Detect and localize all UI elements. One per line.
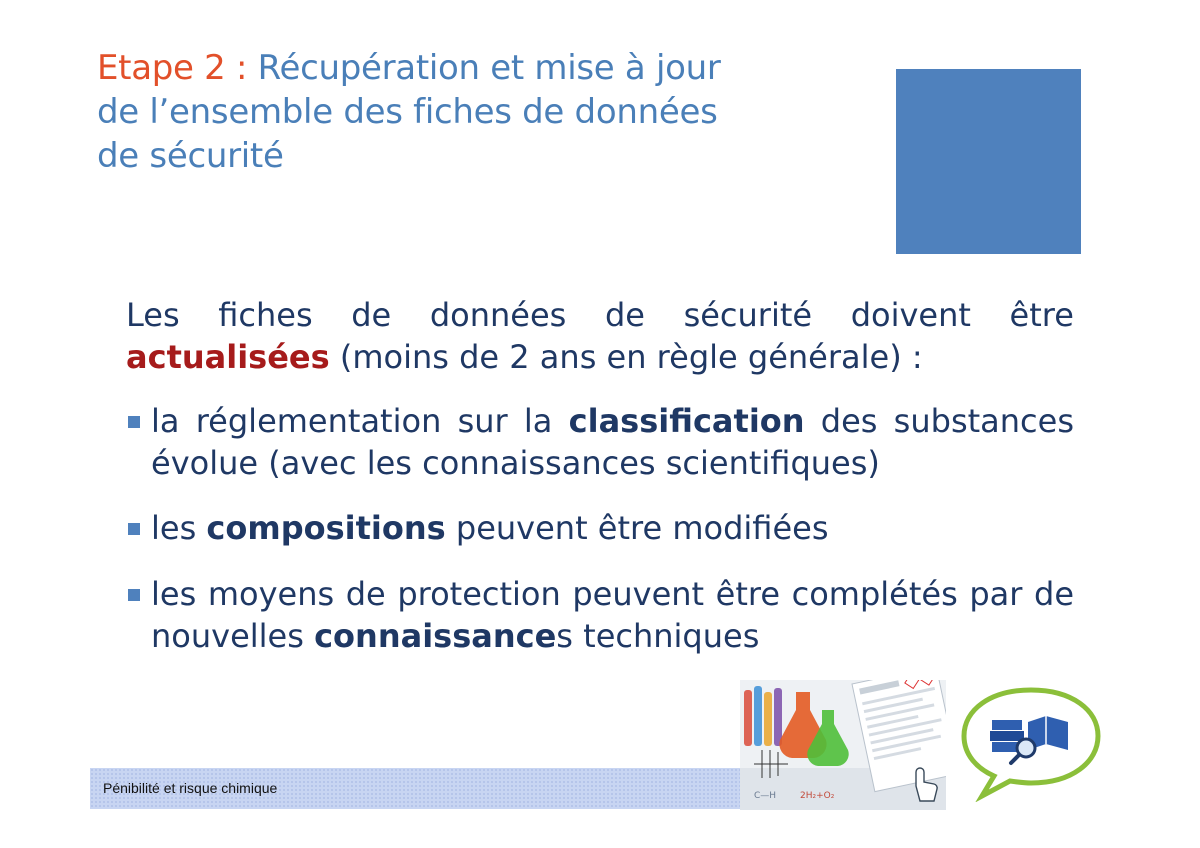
square-bullet-icon	[128, 523, 140, 535]
slide-title	[97, 46, 797, 178]
bullet-text-before: les moyens de protection peuvent être complétés par de nouvelles	[151, 575, 1074, 655]
bullet-keyword: classification	[568, 402, 805, 440]
books-magnifier-speech-bubble-image	[956, 684, 1106, 802]
intro-word: être	[1009, 296, 1074, 334]
svg-text:C—H: C—H	[754, 791, 777, 801]
intro-word: de	[604, 296, 645, 334]
laboratory-flasks-and-safety-sheet-image	[740, 680, 946, 810]
intro-keyword: actualisées	[126, 338, 330, 376]
bullet-text	[151, 573, 1074, 657]
bullet-text	[151, 507, 1074, 549]
square-bullet-icon	[128, 589, 140, 601]
intro-line-2	[126, 336, 1074, 378]
svg-text:2H₂+O₂: 2H₂+O₂	[800, 791, 835, 801]
bullet-text	[151, 400, 1074, 484]
bullet-text-before: la réglementation sur la	[151, 402, 569, 440]
title-line-3: de sécurité	[97, 136, 284, 176]
intro-line-1	[126, 294, 1074, 336]
intro-word: de	[351, 296, 392, 334]
square-bullet-icon	[128, 416, 140, 428]
bullet-text-after: s techniques	[556, 617, 760, 655]
intro-word: Les	[126, 296, 180, 334]
bullet-keyword: connaissance	[314, 617, 557, 655]
footer-label: Pénibilité et risque chimique	[103, 780, 278, 796]
title-line-1-text: Récupération et mise à jour	[247, 48, 721, 88]
intro-word: données	[429, 296, 567, 334]
bullet-text-after: des substances évolue (avec les connaissances scientifiques)	[151, 402, 1074, 482]
bullet-item	[126, 573, 1074, 657]
title-step-label: Etape 2 :	[97, 48, 248, 88]
decorative-blue-square	[896, 69, 1081, 254]
bullet-item	[126, 507, 1074, 549]
intro-paragraph	[126, 294, 1074, 378]
bullet-keyword: compositions	[206, 509, 446, 547]
intro-word: doivent	[850, 296, 971, 334]
bullet-text-after: peuvent être modifiées	[445, 509, 829, 547]
title-line-2: de l’ensemble des fiches de données	[97, 92, 718, 132]
intro-word: fiches	[218, 296, 313, 334]
title-line-1	[97, 46, 797, 90]
intro-word: sécurité	[683, 296, 813, 334]
bullet-text-before: les	[151, 509, 207, 547]
intro-rest: (moins de 2 ans en règle générale) :	[329, 338, 923, 376]
footer-band	[90, 768, 740, 809]
bullet-item	[126, 400, 1074, 484]
